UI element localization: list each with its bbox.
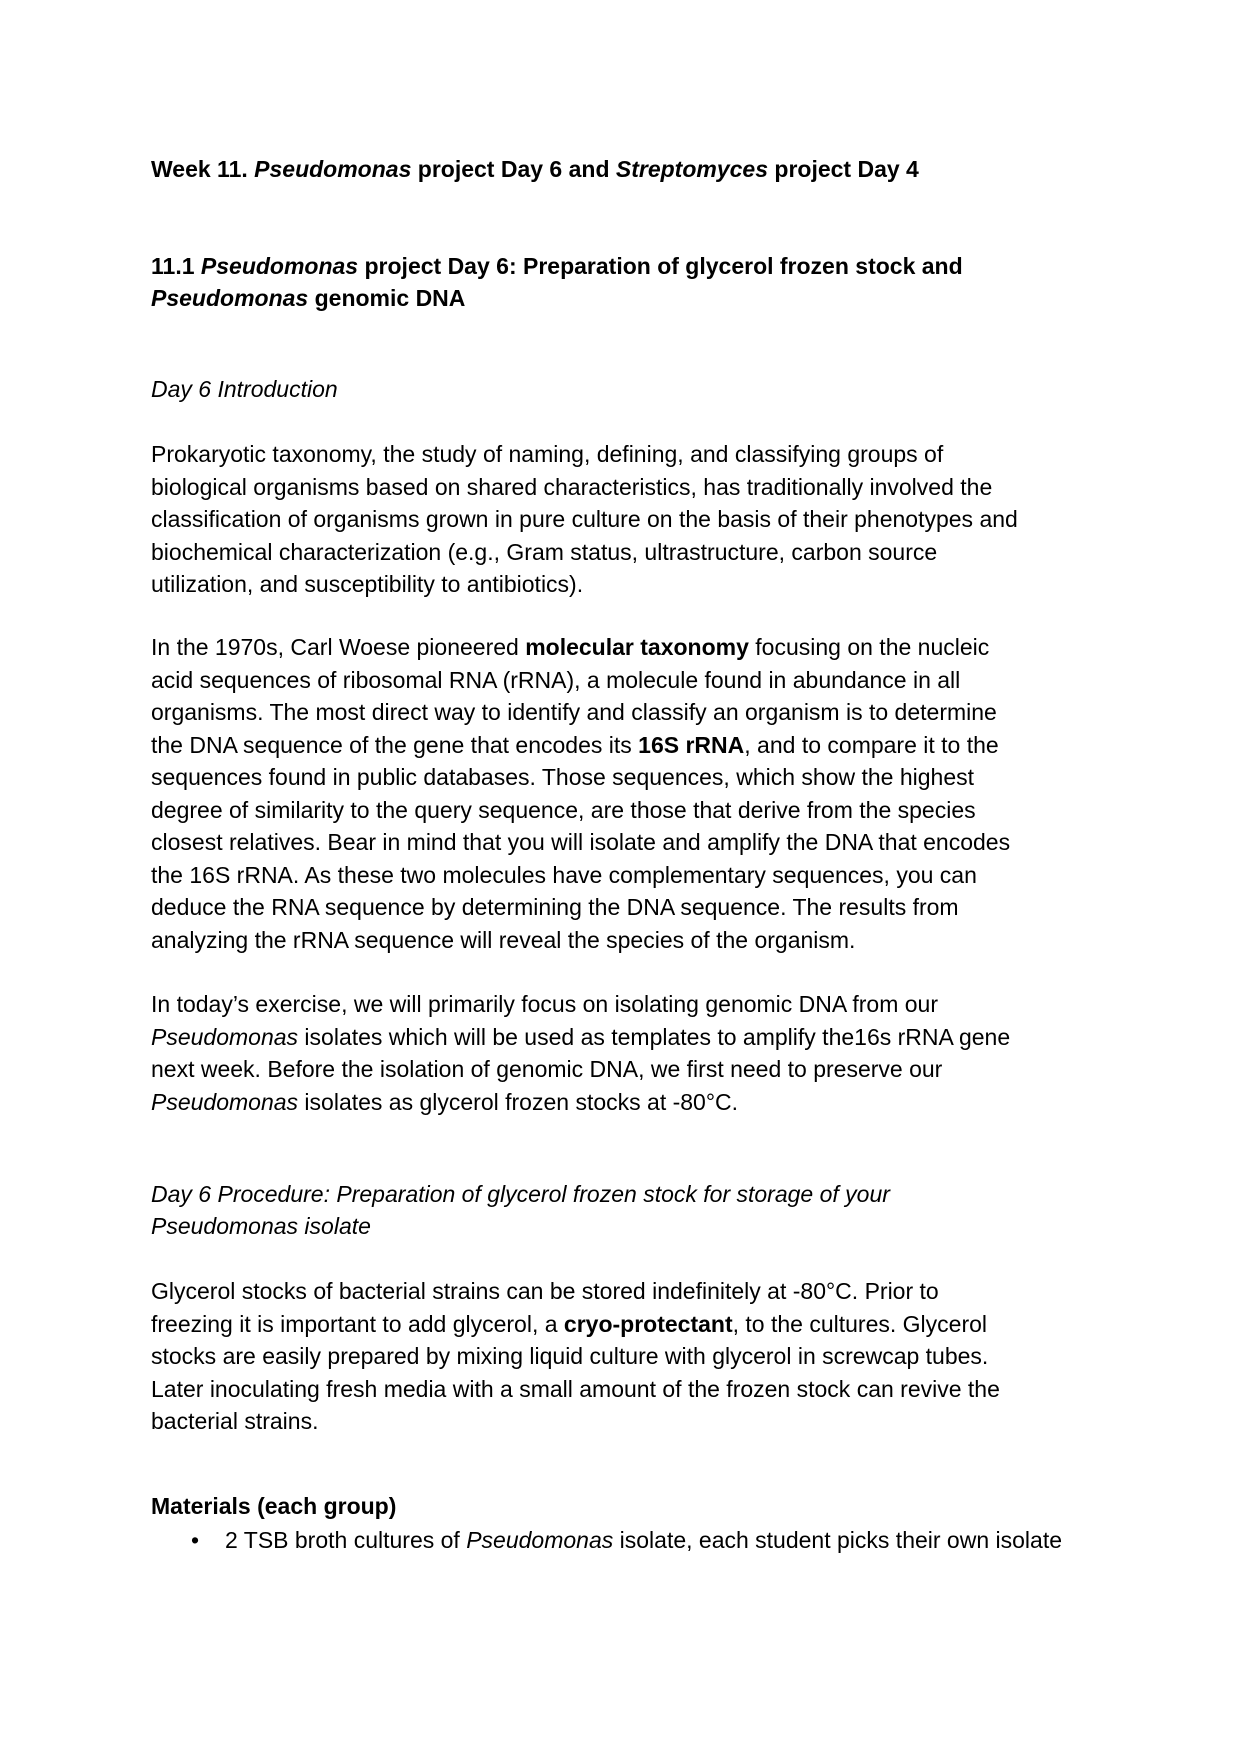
procedure-line	[151, 1308, 1096, 1341]
intro-p1-line: biochemical characterization (e.g., Gram status, ultrastructure, carbon source	[151, 538, 938, 565]
intro-paragraph-3	[151, 988, 1096, 1118]
bullet-icon: •	[191, 1527, 200, 1553]
intro-p1-line: biological organisms based on shared characteristics, has traditionally involved the	[151, 473, 993, 500]
intro-p1-line: classification of organisms grown in pure culture on the basis of their phenotypes and	[151, 506, 1018, 532]
intro-p3-line	[151, 1021, 1096, 1054]
organism-name: Pseudomonas	[151, 1088, 299, 1115]
intro-p3-line: next week. Before the isolation of genomic DNA, we first need to preserve our	[151, 1056, 943, 1082]
text-run: In the 1970s, Carl Woese pioneered	[151, 634, 526, 660]
intro-p2-line: organisms. The most direct way to identify and classify an organism is to determine	[151, 699, 997, 725]
procedure-line: bacterial strains.	[151, 1408, 319, 1434]
intro-p2-line: analyzing the rRNA sequence will reveal the species of the organism.	[151, 926, 856, 953]
text-run: isolate, each student picks their own isolate	[613, 1527, 1062, 1553]
title-mid: project Day 6 and	[411, 156, 616, 182]
section-organism-1: Pseudomonas	[200, 253, 359, 279]
intro-p2-line: the 16S rRNA. As these two molecules have complementary sequences, you can	[151, 861, 977, 888]
text-run: , to the cultures. Glycerol	[732, 1310, 988, 1337]
text-run: isolates as glycerol frozen stocks at -80°C.	[298, 1088, 739, 1115]
section-suffix: genomic DNA	[308, 285, 466, 311]
term-molecular-taxonomy: molecular taxonomy	[525, 634, 749, 660]
procedure-line: stocks are easily prepared by mixing liquid culture with glycerol in screwcap tubes.	[151, 1343, 989, 1369]
title-organism-2: Streptomyces	[615, 156, 769, 182]
text-run: the DNA sequence of the gene that encodes its	[151, 731, 639, 758]
organism-name: Pseudomonas	[151, 1023, 299, 1050]
title-organism-1: Pseudomonas	[254, 156, 412, 182]
procedure-heading-line: Pseudomonas isolate	[151, 1213, 371, 1239]
procedure-line: Later inoculating fresh media with a small amount of the frozen stock can revive the	[151, 1375, 1000, 1402]
intro-p2-line: degree of similarity to the query sequence, are those that derive from the species	[151, 796, 976, 823]
text-run: , and to compare it to the	[744, 731, 999, 758]
title-prefix: Week 11.	[151, 156, 255, 182]
materials-list	[151, 1524, 1096, 1556]
procedure-heading	[151, 1178, 1096, 1242]
text-run: freezing it is important to add glycerol, a	[151, 1310, 564, 1337]
section-heading	[151, 250, 1096, 314]
procedure-heading-line: Day 6 Procedure: Preparation of glycerol frozen stock for storage of your	[151, 1181, 890, 1207]
section-prefix: 11.1	[151, 253, 201, 279]
intro-heading: Day 6 Introduction	[151, 376, 338, 402]
procedure-line: Glycerol stocks of bacterial strains can be stored indefinitely at -80°C. Prior to	[151, 1278, 939, 1304]
intro-p3-line: In today’s exercise, we will primarily focus on isolating genomic DNA from our	[151, 991, 938, 1017]
intro-p1-line: utilization, and susceptibility to antibiotics).	[151, 571, 584, 597]
term-16s-rrna: 16S rRNA	[638, 731, 745, 758]
intro-p2-line: sequences found in public databases. Those sequences, which show the highest	[151, 764, 975, 790]
intro-paragraph-2	[151, 631, 1096, 956]
intro-paragraph-1	[151, 438, 1096, 601]
intro-p2-line: closest relatives. Bear in mind that you will isolate and amplify the DNA that encodes	[151, 829, 1011, 855]
list-item	[151, 1524, 1096, 1556]
title-suffix: project Day 4	[768, 156, 919, 182]
intro-p2-line	[151, 729, 1096, 762]
section-organism-2: Pseudomonas	[151, 285, 309, 311]
intro-p3-line	[151, 1086, 1096, 1119]
intro-p2-line: deduce the RNA sequence by determining the DNA sequence. The results from	[151, 894, 959, 920]
procedure-paragraph	[151, 1275, 1096, 1438]
intro-p1-line: Prokaryotic taxonomy, the study of naming, defining, and classifying groups of	[151, 441, 944, 467]
term-cryo-protectant: cryo-protectant	[563, 1310, 733, 1337]
intro-p2-line: acid sequences of ribosomal RNA (rRNA), a molecule found in abundance in all	[151, 666, 961, 693]
section-mid: project Day 6: Preparation of glycerol frozen stock and	[358, 253, 963, 279]
text-run: 2 TSB broth cultures of	[225, 1527, 467, 1553]
page-title	[151, 153, 1096, 185]
text-run: isolates which will be used as templates to amplify the16s rRNA gene	[298, 1023, 1011, 1050]
intro-p2-line	[151, 631, 1096, 664]
text-run: focusing on the nucleic	[748, 634, 990, 660]
materials-heading: Materials (each group)	[151, 1493, 397, 1519]
organism-name: Pseudomonas	[466, 1527, 614, 1553]
